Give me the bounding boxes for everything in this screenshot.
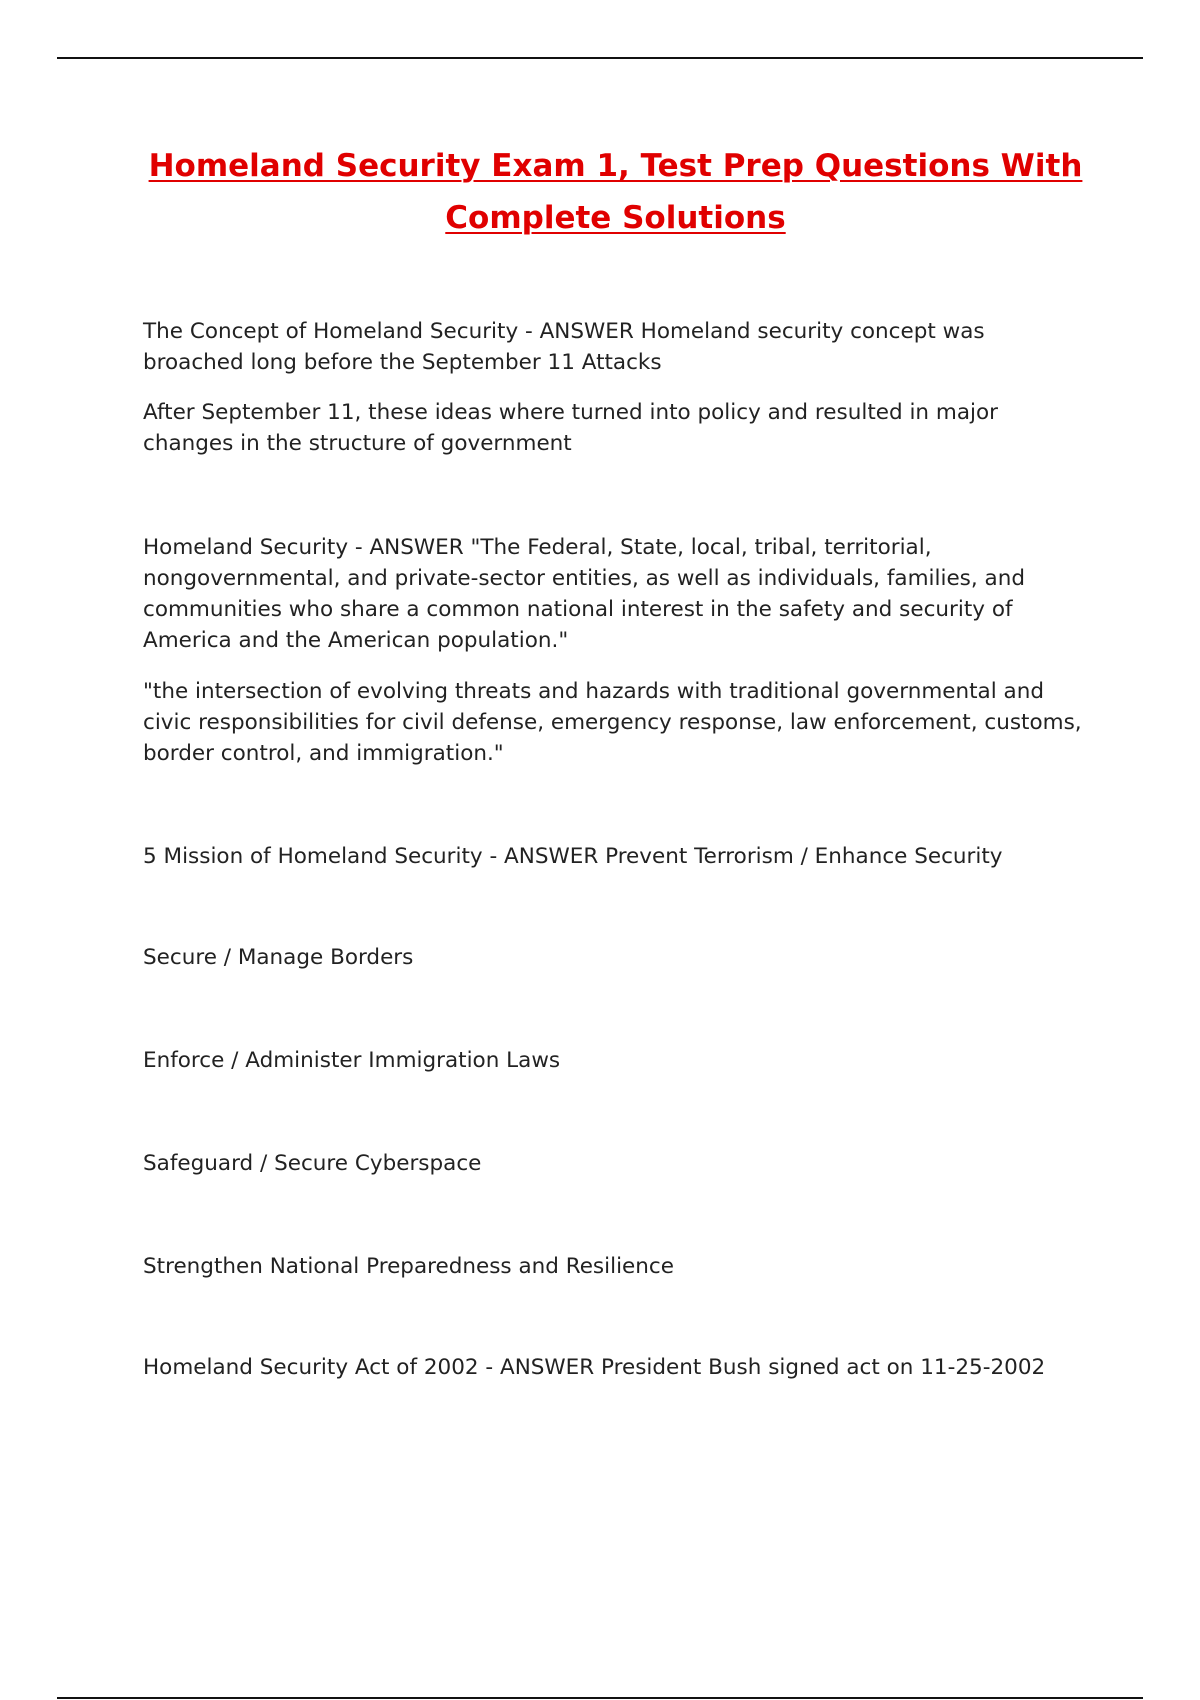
paragraph-preparedness: Strengthen National Preparedness and Resilience: [143, 1254, 674, 1279]
footer-rule: [57, 1697, 1143, 1699]
header-rule: [57, 57, 1143, 59]
paragraph-immigration: Enforce / Administer Immigration Laws: [143, 1048, 561, 1073]
paragraph-definition: Homeland Security - ANSWER "The Federal, State, local, tribal, territorial, nongovernmental, and private-sector entities, as well as individuals, families, and communities who share a common national interest in the safety and security of America and the American population.": [143, 535, 1025, 653]
title-line-2: Complete Solutions: [445, 200, 786, 236]
paragraph-borders: Secure / Manage Borders: [143, 945, 414, 970]
paragraph-cyberspace: Safeguard / Secure Cyberspace: [143, 1151, 482, 1176]
paragraph-intersection: "the intersection of evolving threats and hazards with traditional governmental and civic responsibilities for civil defense, emergency response, law enforcement, customs, border control, and immigration.": [143, 679, 1082, 766]
title-line-1: Homeland Security Exam 1, Test Prep Questions With: [148, 148, 1083, 184]
paragraph-concept: The Concept of Homeland Security - ANSWER Homeland security concept was broached long before the September 11 Attacks: [143, 319, 985, 375]
paragraph-after-911: After September 11, these ideas where turned into policy and resulted in major changes in the structure of government: [143, 400, 998, 456]
document-title: [143, 140, 1088, 244]
paragraph-act-2002: Homeland Security Act of 2002 - ANSWER President Bush signed act on 11-25-2002: [143, 1355, 1046, 1380]
paragraph-missions: 5 Mission of Homeland Security - ANSWER Prevent Terrorism / Enhance Security: [143, 844, 1003, 869]
